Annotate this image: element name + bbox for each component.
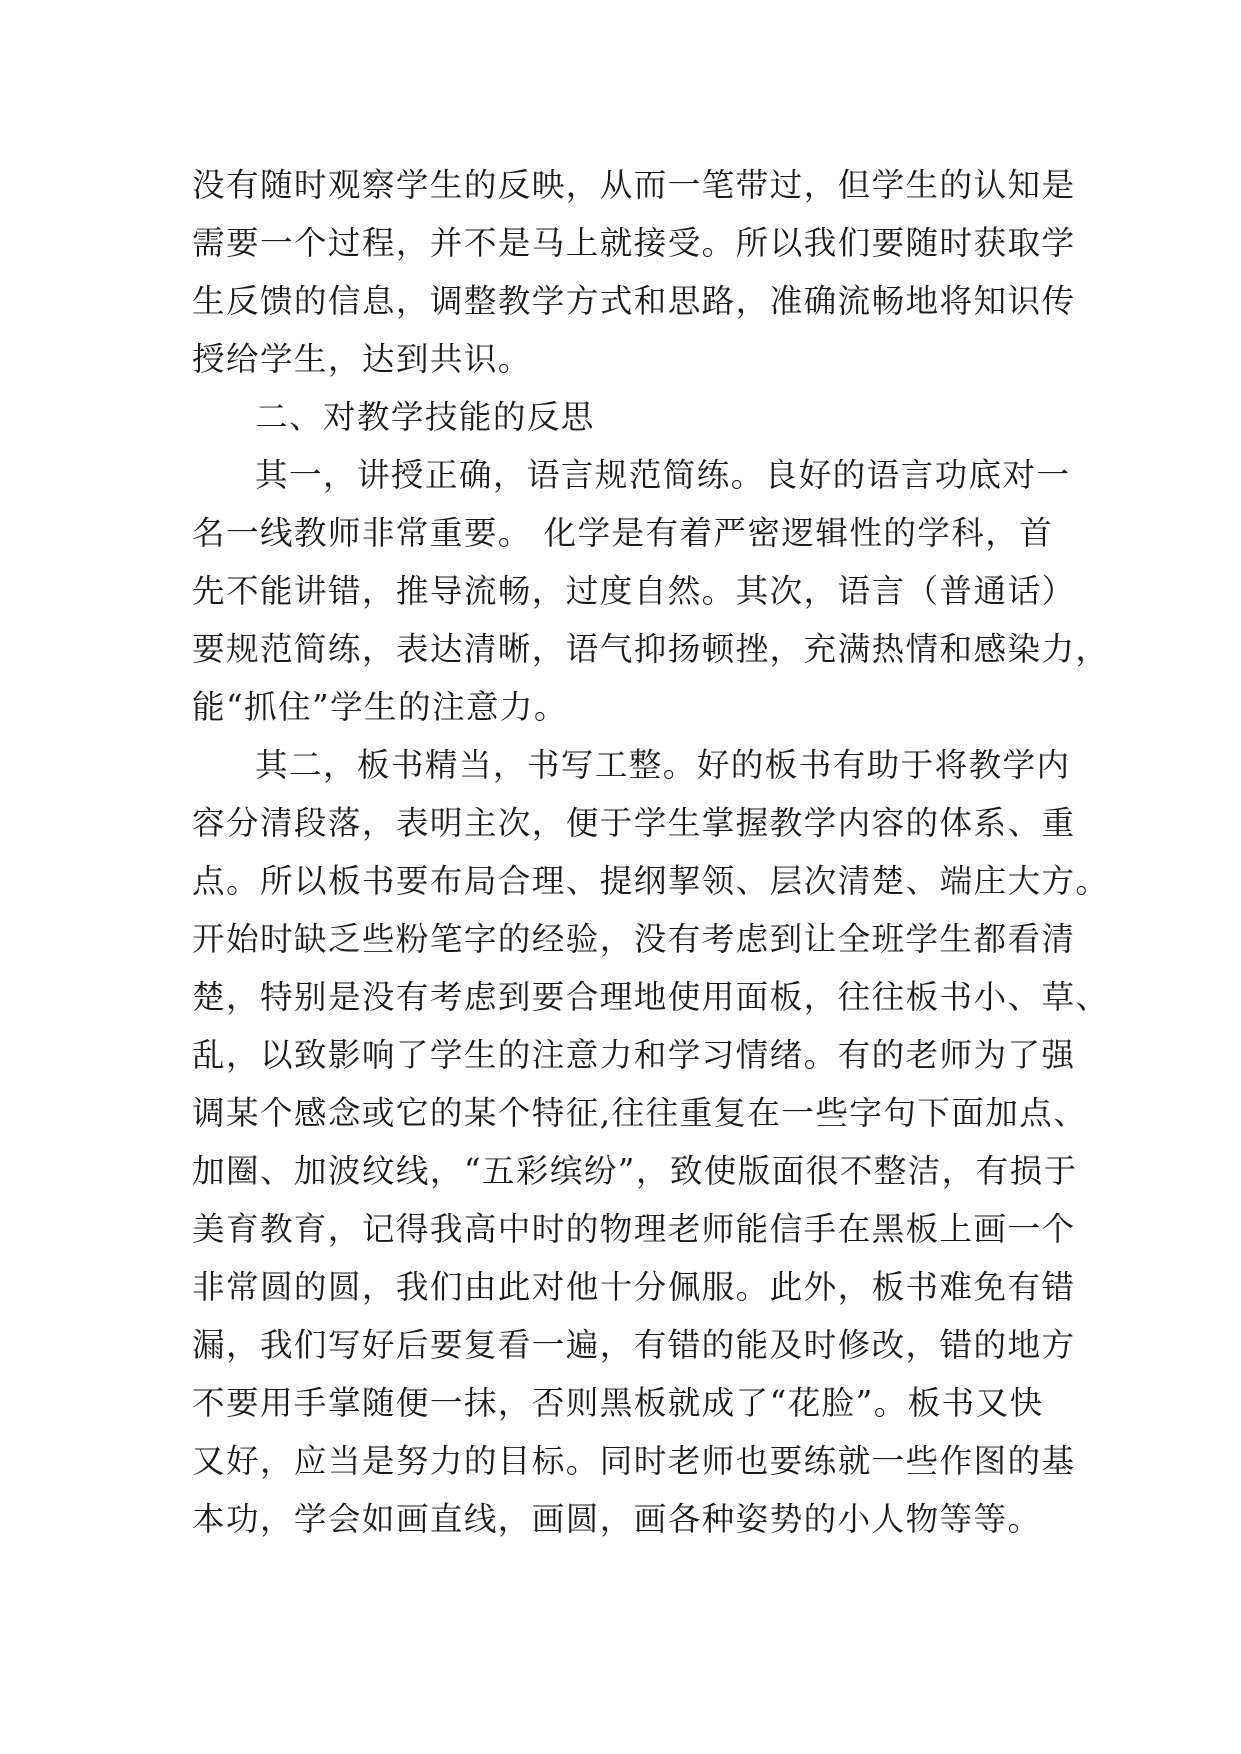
text-line: 楚，特别是没有考虑到要合理地使用面板，往往板书小、草、 — [192, 978, 1110, 1016]
text-line: 非常圆的圆，我们由此对他十分佩服。此外，板书难免有错 — [192, 1268, 1076, 1306]
text-line: 加圈、加波纹线，“五彩缤纷”，致使版面很不整洁，有损于 — [192, 1152, 1078, 1190]
text-line: 生反馈的信息，调整教学方式和思路，准确流畅地将知识传 — [192, 282, 1076, 320]
text-line: 开始时缺乏些粉笔字的经验，没有考虑到让全班学生都看清 — [192, 920, 1076, 958]
section-heading: 二、对教学技能的反思 — [255, 398, 595, 436]
text-line: 乱，以致影响了学生的注意力和学习情绪。有的老师为了强 — [192, 1036, 1076, 1074]
text-line: 要规范简练，表达清晰，语气抑扬顿挫，充满热情和感染力， — [192, 630, 1110, 668]
text-line: 没有随时观察学生的反映，从而一笔带过，但学生的认知是 — [192, 166, 1076, 204]
text-line: 先不能讲错，推导流畅，过度自然。其次，语言（普通话） — [192, 572, 1076, 610]
text-line: 点。所以板书要布局合理、提纲挈领、层次清楚、端庄大方。 — [192, 862, 1110, 900]
text-line: 不要用手掌随便一抹，否则黑板就成了“花脸”。板书又快 — [192, 1384, 1044, 1422]
paragraph-start: 其一，讲授正确，语言规范简练。良好的语言功底对一 — [255, 456, 1071, 494]
text-line: 授给学生，达到共识。 — [192, 340, 532, 378]
text-line: 需要一个过程，并不是马上就接受。所以我们要随时获取学 — [192, 224, 1076, 262]
text-line: 名一线教师非常重要。 化学是有着严密逻辑性的学科，首 — [192, 514, 1054, 552]
document-body — [192, 156, 1110, 1548]
text-line: 本功，学会如画直线，画圆，画各种姿势的小人物等等。 — [192, 1500, 1042, 1538]
text-line: 调某个感念或它的某个特征,往往重复在一些字句下面加点、 — [192, 1094, 1088, 1132]
text-line: 美育教育，记得我高中时的物理老师能信手在黑板上画一个 — [192, 1210, 1076, 1248]
text-line: 容分清段落，表明主次，便于学生掌握教学内容的体系、重 — [192, 804, 1076, 842]
text-line: 又好，应当是努力的目标。同时老师也要练就一些作图的基 — [192, 1442, 1076, 1480]
text-line: 漏，我们写好后要复看一遍，有错的能及时修改，错的地方 — [192, 1326, 1076, 1364]
paragraph-start: 其二，板书精当，书写工整。好的板书有助于将教学内 — [255, 746, 1071, 784]
text-line: 能“抓住”学生的注意力。 — [192, 688, 568, 726]
